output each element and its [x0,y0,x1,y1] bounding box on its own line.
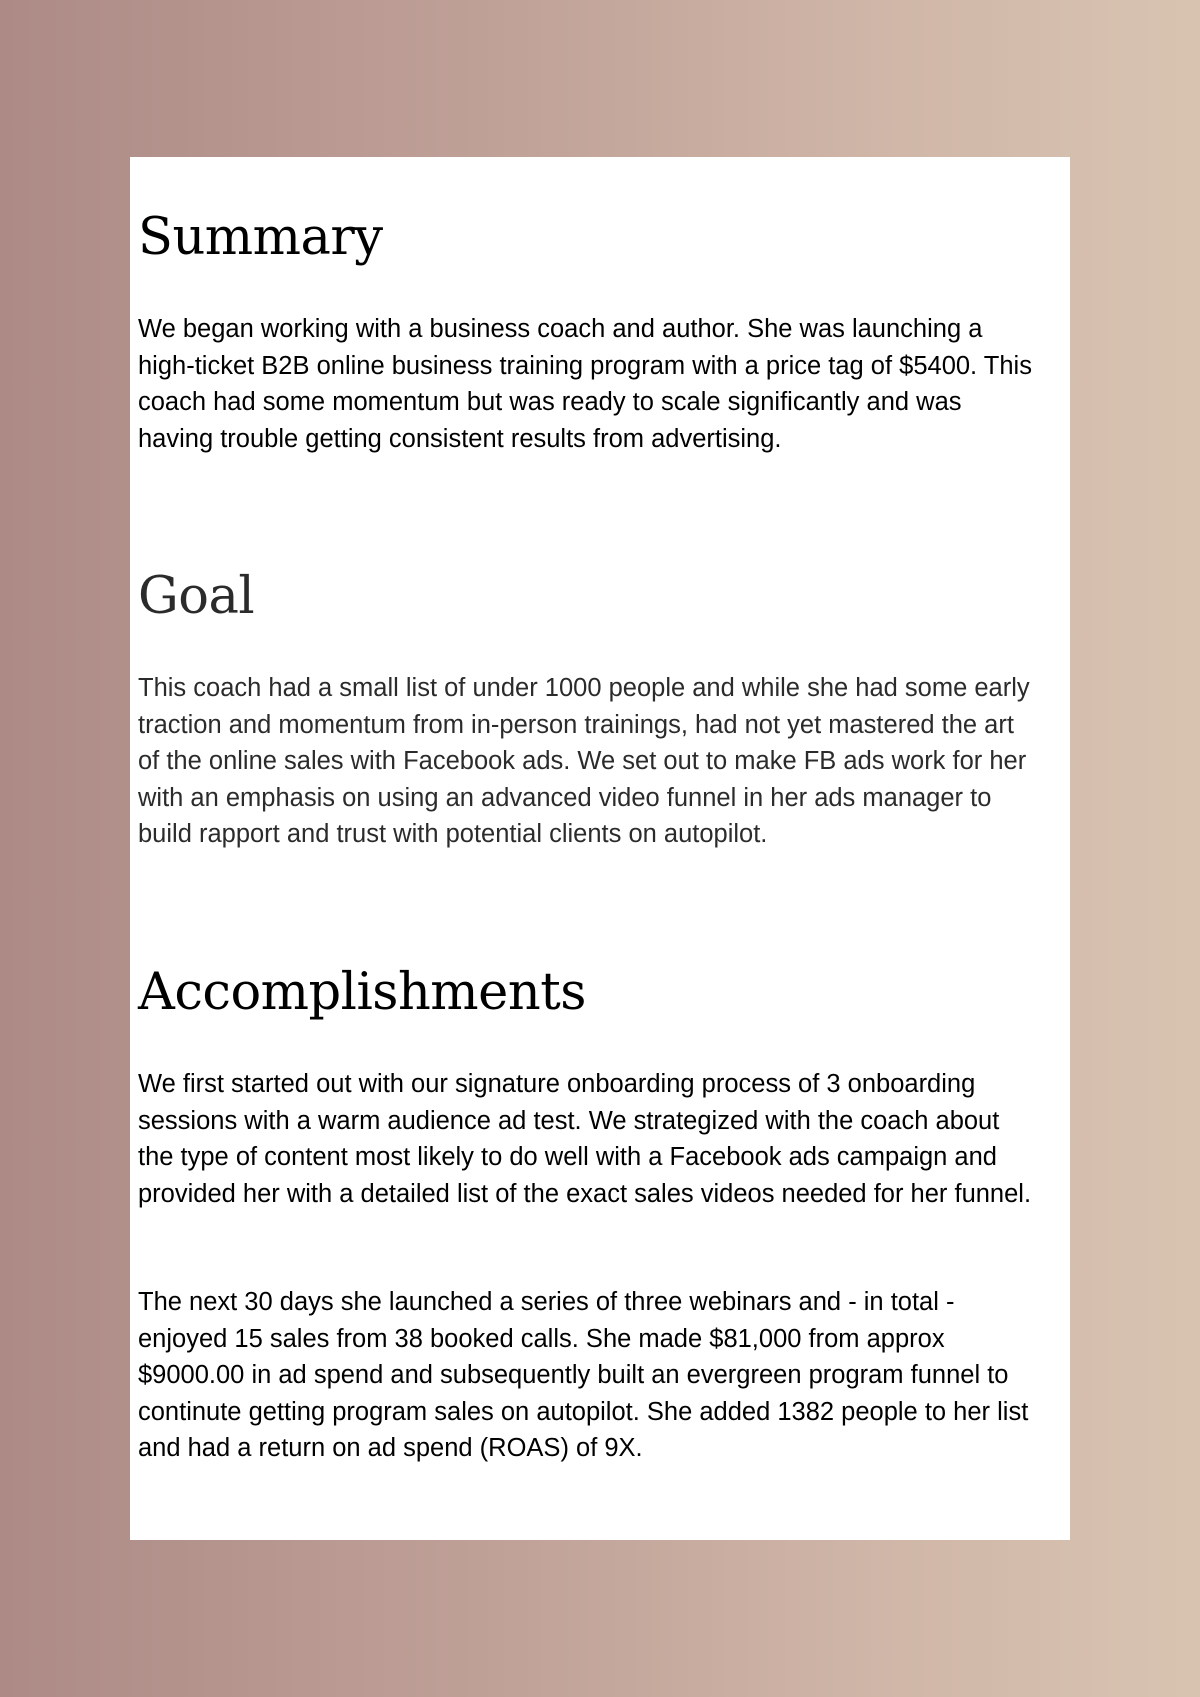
content-card [130,157,1070,1540]
accomplishments-paragraph-1: We first started out with our signature onboarding process of 3 onboarding sessions with a warm audience ad test. We strategized with the coach about the type of content most likely to do well with a Facebook ads campaign and provided her with a detailed list of the exact sales videos needed for her funnel. [138,1070,1032,1208]
accomplishments-heading: Accomplishments [138,963,586,1022]
goal-heading: Goal [138,567,255,626]
summary-paragraph: We began working with a business coach and author. She was launching a high-ticket B2B online business training program with a price tag of $5400. This coach had some momentum but was ready to scale significantly and was having trouble getting consistent results from advertising. [138,315,1032,453]
accomplishments-paragraph-2: The next 30 days she launched a series of three webinars and - in total - enjoyed 15 sales from 38 booked calls. She made $81,000 from approx $9000.00 in ad spend and subsequently built an evergreen program funnel to continute getting program sales on autopilot. She added 1382 people to her list and had a return on ad spend (ROAS) of 9X. [138,1288,1029,1462]
summary-heading: Summary [138,208,383,267]
goal-paragraph: This coach had a small list of under 1000 people and while she had some early traction and momentum from in-person trainings, had not yet mastered the art of the online sales with Facebook ads. We set out to make FB ads work for her with an emphasis on using an advanced video funnel in her ads manager to build rapport and trust with potential clients on autopilot. [138,674,1030,848]
